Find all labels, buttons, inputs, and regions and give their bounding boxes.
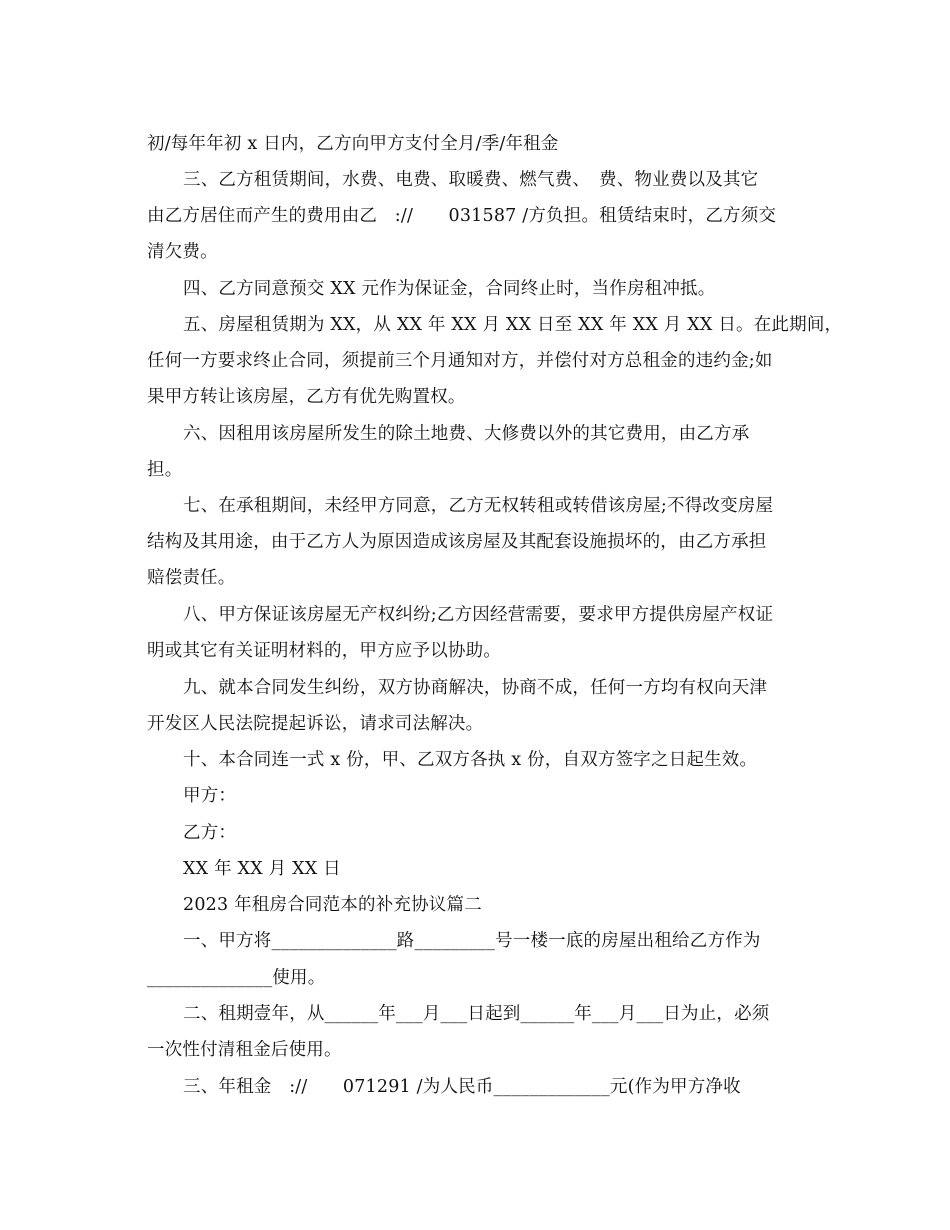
text-line: 开发区人民法院提起诉讼，请求司法解决。 [147, 714, 484, 734]
section-heading: 2023 年租房合同范本的补充协议篇二 [183, 895, 482, 915]
text-line: ______________使用。 [147, 968, 326, 988]
text-line: 赔偿责任。 [147, 568, 236, 588]
text-line: 担。 [147, 460, 183, 480]
text-line: 二、租期壹年，从______年___月___日起到______年___月___日为止，必须 [183, 1004, 770, 1024]
text-line: 四、乙方同意预交 XX 元作为保证金，合同终止时，当作房租冲抵。 [183, 279, 716, 299]
signature-label-party-a: 甲方： [183, 786, 237, 806]
text-line: 一、甲方将______________路_________号一楼一底的房屋出租给乙方作为 [183, 931, 761, 951]
text-line: 九、就本合同发生纠纷，双方协商解决，协商不成，任何一方均有权向天津 [183, 678, 768, 698]
signature-date: XX 年 XX 月 XX 日 [183, 859, 341, 879]
text-line: 七、在承租期间，未经甲方同意，乙方无权转租或转借该房屋;不得改变房屋 [183, 496, 774, 516]
text-line: 三、年租金 :// 071291 /为人民币_____________元(作为甲方净收 [183, 1077, 741, 1097]
text-line: 清欠费。 [147, 242, 218, 262]
text-line: 十、本合同连一式 x 份，甲、乙双方各执 x 份，自双方签字之日起生效。 [183, 750, 758, 770]
text-line: 五、房屋租赁期为 XX，从 XX 年 XX 月 XX 日至 XX 年 XX 月 XX 日。在此期间， [183, 315, 843, 335]
text-line: 明或其它有关证明材料的，甲方应予以协助。 [147, 641, 501, 661]
text-line: 果甲方转让该房屋，乙方有优先购置权。 [147, 387, 466, 407]
text-line: 由乙方居住而产生的费用由乙 :// 031587 /方负担。租赁结束时，乙方须交 [147, 206, 777, 226]
text-line: 三、乙方租赁期间，水费、电费、取暖费、燃气费、 费、物业费以及其它 [183, 170, 759, 190]
text-line: 八、甲方保证该房屋无产权纠纷;乙方因经营需要，要求甲方提供房屋产权证 [183, 605, 774, 625]
text-line: 六、因租用该房屋所发生的除土地费、大修费以外的其它费用，由乙方承 [183, 424, 750, 444]
text-line: 一次性付清租金后使用。 [147, 1040, 342, 1060]
text-line: 结构及其用途，由于乙方人为原因造成该房屋及其配套设施损坏的，由乙方承担 [147, 532, 767, 552]
text-line: 初/每年年初 x 日内，乙方向甲方支付全月/季/年租金 [147, 134, 559, 154]
signature-label-party-b: 乙方： [183, 823, 237, 843]
text-line: 任何一方要求终止合同，须提前三个月通知对方，并偿付对方总租金的违约金;如 [147, 351, 773, 371]
